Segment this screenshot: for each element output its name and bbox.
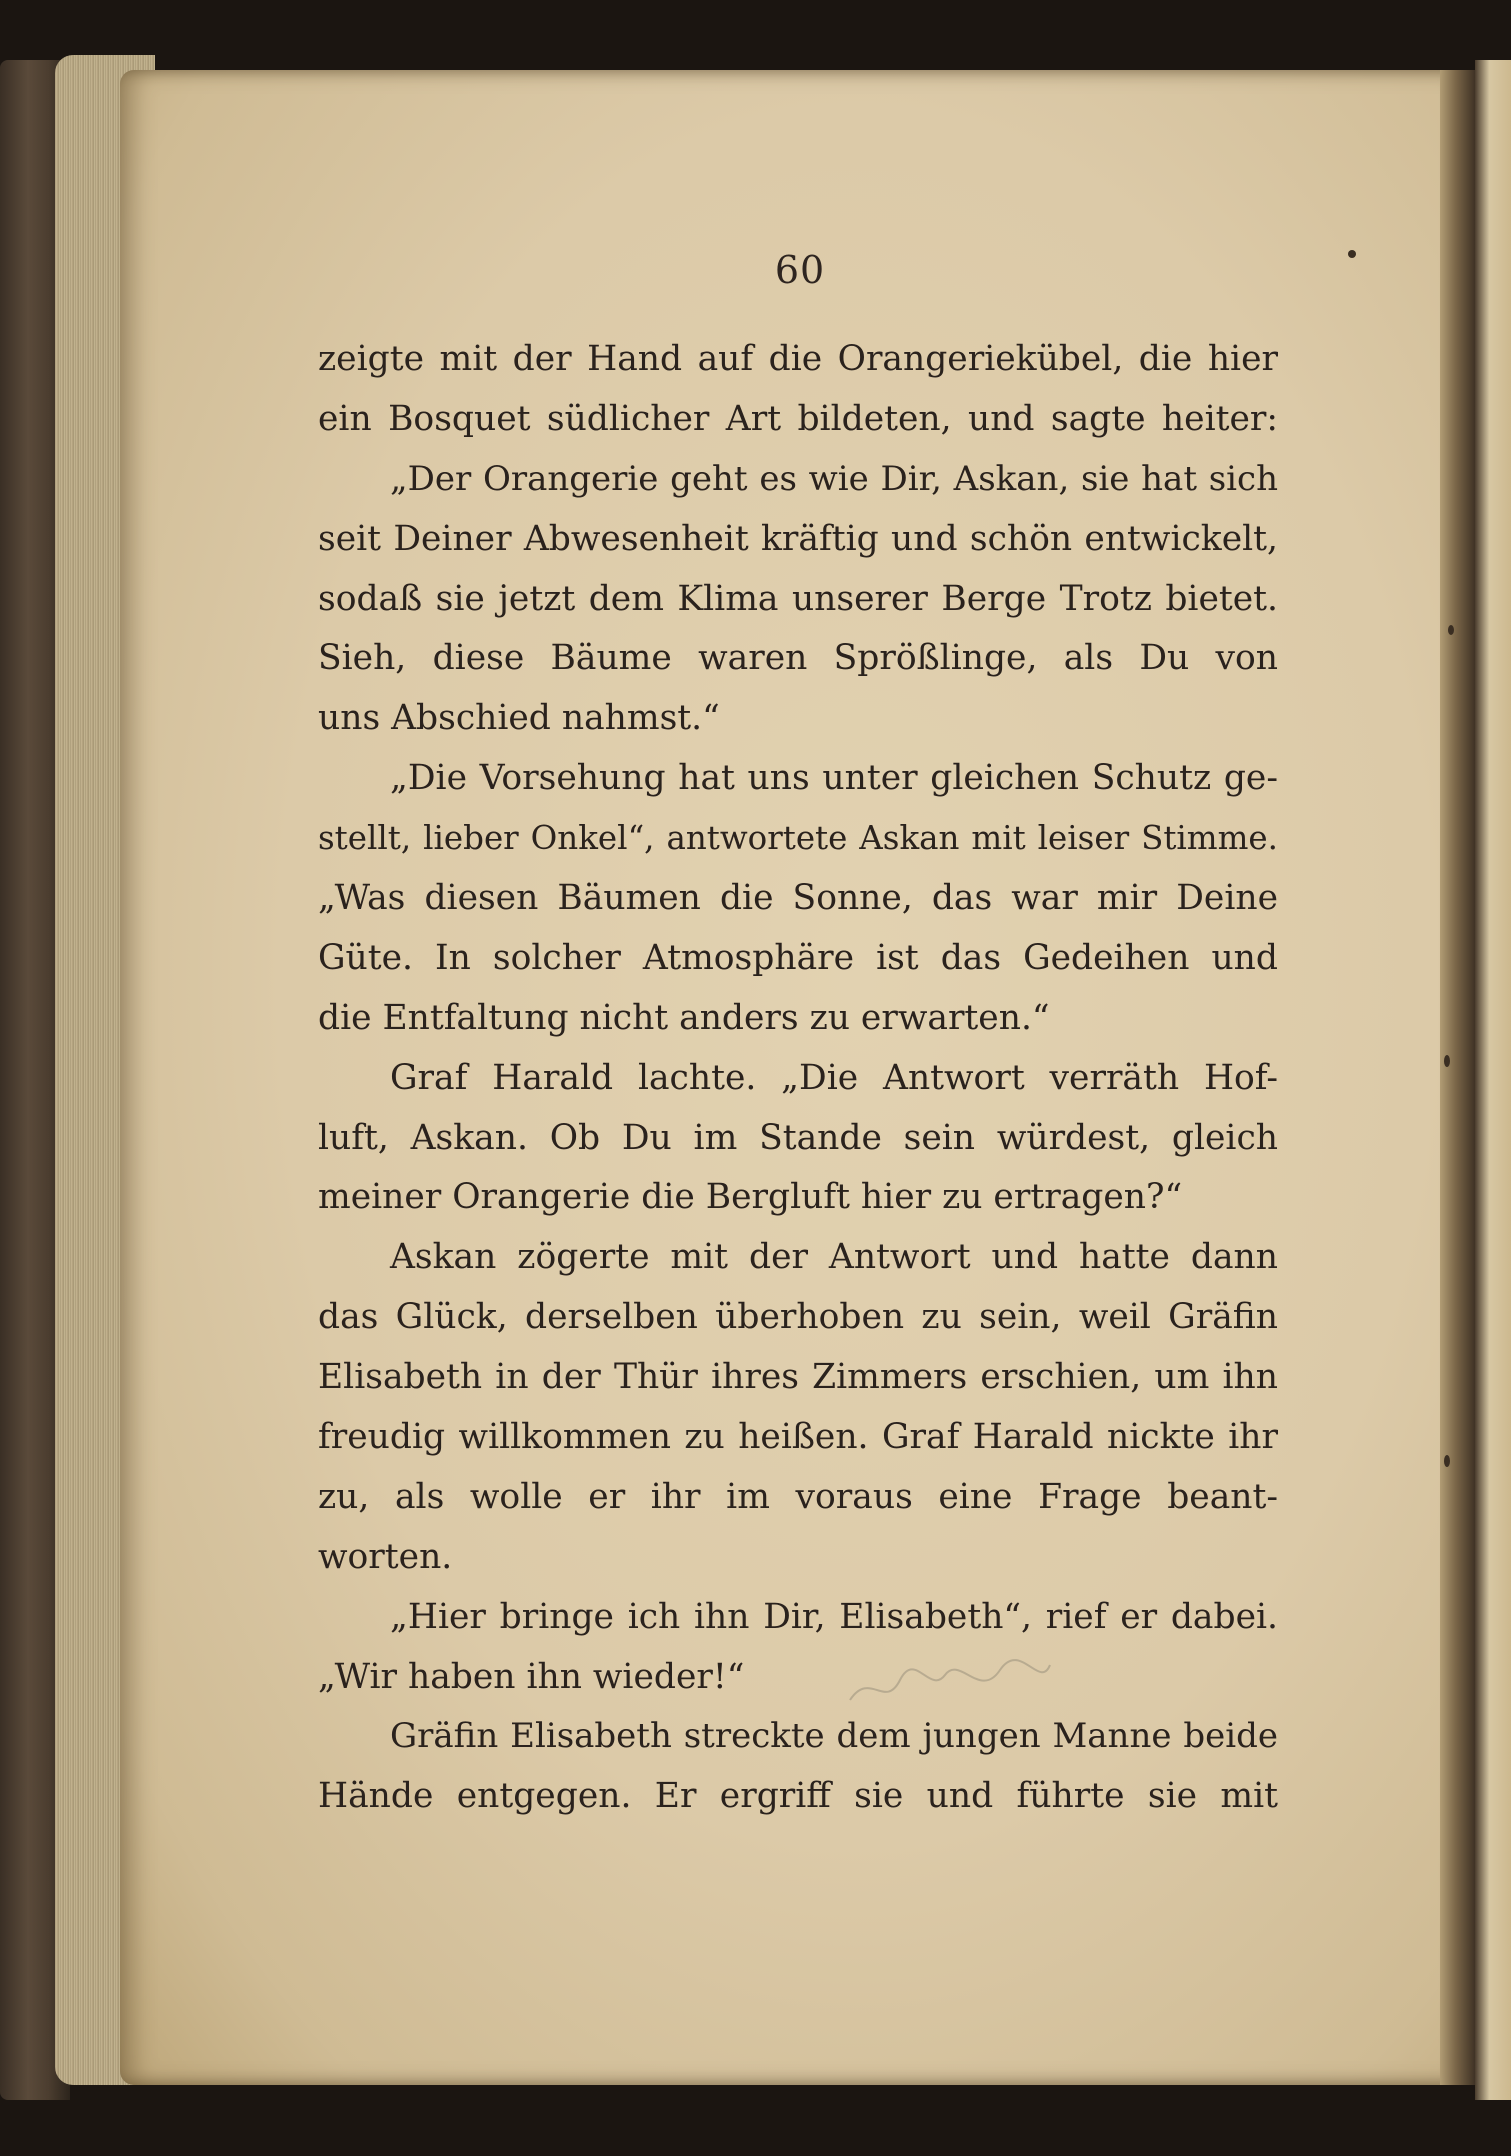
text-line: stellt, lieber Onkel“, antwortete Askan mit leiser Stimme. — [318, 819, 1278, 858]
book-gutter — [1440, 70, 1475, 2085]
text-line: „Die Vorsehung hat uns unter gleichen Schutz ge- — [390, 758, 1278, 799]
page-number: 60 — [774, 248, 826, 292]
ink-spot — [1444, 1055, 1450, 1067]
ink-spot — [1448, 625, 1454, 635]
text-line: das Glück, derselben überhoben zu sein, weil Gräfin — [318, 1297, 1278, 1338]
text-line: uns Abschied nahmst.“ — [318, 698, 720, 739]
text-line: „Der Orangerie geht es wie Dir, Askan, sie hat sich — [390, 458, 1278, 499]
pencil-scribble — [840, 1650, 1060, 1720]
text-line: Hände entgegen. Er ergriff sie und führte sie mit — [318, 1776, 1278, 1817]
text-line: Sieh, diese Bäume waren Sprößlinge, als Du von — [318, 638, 1278, 679]
facing-page-edge — [1475, 60, 1511, 2100]
text-line: freudig willkommen zu heißen. Graf Harald nickte ihr — [318, 1417, 1278, 1458]
text-line: Güte. In solcher Atmosphäre ist das Gedeihen und — [318, 937, 1278, 978]
text-line: ein Bosquet südlicher Art bildeten, und sagte heiter: — [318, 398, 1278, 439]
text-line: sodaß sie jetzt dem Klima unserer Berge Trotz bietet. — [318, 578, 1278, 619]
body-text — [318, 330, 1278, 1827]
text-line: die Entfaltung nicht anders zu erwarten.“ — [318, 997, 1050, 1038]
text-line: Gräfin Elisabeth streckte dem jungen Manne beide — [390, 1716, 1278, 1757]
text-line: „Was diesen Bäumen die Sonne, das war mir Deine — [318, 878, 1278, 919]
text-line: meiner Orangerie die Bergluft hier zu ertragen?“ — [318, 1177, 1183, 1218]
text-line: „Wir haben ihn wieder!“ — [318, 1656, 745, 1697]
ink-spot — [1444, 1455, 1450, 1467]
ink-spot — [1348, 250, 1356, 258]
text-line: Askan zögerte mit der Antwort und hatte dann — [390, 1237, 1278, 1278]
text-line: luft, Askan. Ob Du im Stande sein würdest, gleich — [318, 1117, 1278, 1158]
text-line: seit Deiner Abwesenheit kräftig und schön entwickelt, — [318, 518, 1278, 559]
text-line: Graf Harald lachte. „Die Antwort verräth Hof- — [390, 1057, 1278, 1098]
text-line: „Hier bringe ich ihn Dir, Elisabeth“, rief er dabei. — [390, 1596, 1278, 1637]
text-line: zu, als wolle er ihr im voraus eine Frage beant- — [318, 1476, 1278, 1517]
text-line: Elisabeth in der Thür ihres Zimmers erschien, um ihn — [318, 1357, 1278, 1398]
text-line: zeigte mit der Hand auf die Orangeriekübel, die hier — [318, 339, 1278, 379]
text-line: worten. — [318, 1536, 453, 1577]
